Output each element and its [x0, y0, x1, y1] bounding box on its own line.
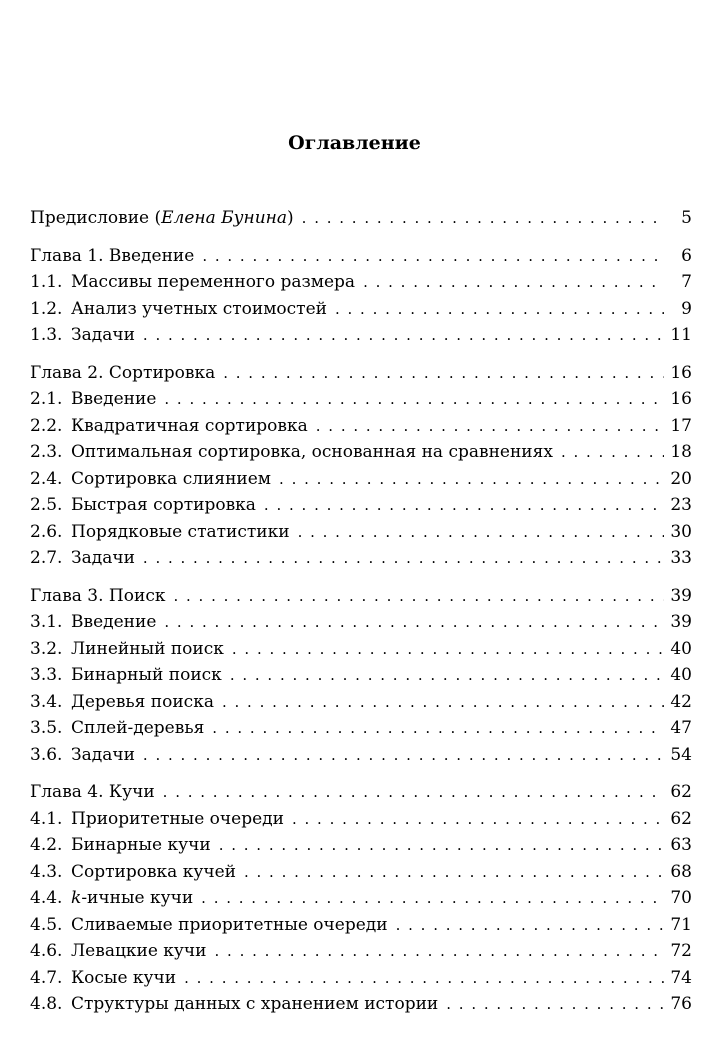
- toc-entry-title: Глава 2. Сортировка: [30, 362, 216, 383]
- chapter-group: [30, 779, 692, 1018]
- section-number: 4.2.: [30, 835, 63, 855]
- leader-dots: [215, 938, 664, 965]
- toc-entry-title: Задачи: [71, 548, 135, 568]
- toc-entry-title: Сплей-деревья: [71, 718, 205, 738]
- preface-title: Предисловие: [30, 208, 150, 228]
- leader-dots: [230, 662, 664, 689]
- leader-dots: [292, 806, 664, 833]
- toc-entry-page: 16: [670, 362, 692, 383]
- toc-entry-title: Порядковые статистики: [71, 521, 290, 542]
- toc-entry-title: Левацкие кучи: [71, 941, 207, 961]
- toc-entry-title: Бинарные кучи: [71, 835, 211, 855]
- toc-entry-section[interactable]: [30, 636, 692, 663]
- toc-entry-page: 39: [670, 612, 692, 632]
- toc-entry-chapter[interactable]: [30, 243, 692, 270]
- toc-entry-title: Структуры данных с хранением истории: [71, 994, 439, 1014]
- toc-entry-page: 20: [670, 468, 692, 489]
- toc-entry-section[interactable]: [30, 662, 692, 689]
- section-number: 4.3.: [30, 861, 63, 882]
- toc-entry-page: 5: [681, 208, 692, 228]
- toc-entry-section[interactable]: [30, 492, 692, 519]
- section-number: 4.4.: [30, 888, 63, 908]
- leader-dots: [163, 779, 664, 806]
- toc-entry-page: 47: [670, 718, 692, 738]
- leader-dots: [302, 205, 664, 232]
- leader-dots: [219, 832, 664, 859]
- toc-entry-section[interactable]: [30, 322, 692, 349]
- toc-entry-page: 54: [670, 744, 692, 765]
- toc-entry-chapter[interactable]: [30, 360, 692, 387]
- toc-entry-title: Глава 3. Поиск: [30, 585, 166, 606]
- toc-entry-section[interactable]: [30, 439, 692, 466]
- chapter-list: [30, 243, 692, 1018]
- toc-entry-title: Задачи: [71, 325, 135, 345]
- toc-entry-page: 63: [670, 835, 692, 855]
- chapter-group: [30, 360, 692, 572]
- toc-entry-title: Введение: [71, 612, 157, 632]
- toc-entry-page: 23: [670, 495, 692, 515]
- toc-entry-section[interactable]: [30, 742, 692, 769]
- section-number: 4.1.: [30, 808, 63, 829]
- leader-dots: [298, 519, 664, 546]
- toc-entry-section[interactable]: [30, 938, 692, 965]
- leader-dots: [202, 243, 664, 270]
- toc-entry-title: Массивы переменного размера: [71, 272, 356, 292]
- section-number: 2.7.: [30, 548, 63, 568]
- toc-entry-section[interactable]: [30, 991, 692, 1018]
- leader-dots: [223, 360, 664, 387]
- toc-entry-page: 7: [681, 272, 692, 292]
- chapter-group: [30, 583, 692, 769]
- toc-entry-section[interactable]: [30, 519, 692, 546]
- section-number: 4.5.: [30, 914, 63, 935]
- toc-entry-page: 74: [670, 967, 692, 988]
- leader-dots: [201, 885, 664, 912]
- toc-entry-page: 18: [670, 442, 692, 462]
- toc-entry-title: Сливаемые приоритетные очереди: [71, 914, 388, 935]
- section-number: 2.3.: [30, 442, 63, 462]
- toc-entry-title: Введение: [71, 389, 157, 409]
- toc-entry-preface[interactable]: [30, 205, 692, 232]
- leader-dots: [335, 296, 664, 323]
- section-number: 2.5.: [30, 495, 63, 515]
- toc-entry-title: Предисловие (Елена Бунина): [30, 208, 294, 228]
- leader-dots: [363, 269, 664, 296]
- toc-entry-title: Оптимальная сортировка, основанная на сравнениях: [71, 442, 553, 462]
- table-of-contents: [30, 205, 692, 1029]
- toc-entry-chapter[interactable]: [30, 583, 692, 610]
- section-number: 1.2.: [30, 298, 63, 319]
- toc-entry-title: Линейный поиск: [71, 638, 224, 659]
- leader-dots: [396, 912, 664, 939]
- toc-entry-page: 39: [670, 585, 692, 606]
- toc-entry-title: Анализ учетных стоимостей: [71, 298, 327, 319]
- toc-entry-title: Деревья поиска: [71, 691, 214, 712]
- toc-entry-title: Сортировка слиянием: [71, 468, 272, 489]
- preface-group: [30, 205, 692, 232]
- section-number: 1.3.: [30, 325, 63, 345]
- toc-entry-page: 6: [681, 245, 692, 266]
- toc-entry-title: Приоритетные очереди: [71, 808, 284, 829]
- toc-entry-title: Быстрая сортировка: [71, 495, 256, 515]
- toc-entry-title: Глава 1. Введение: [30, 245, 195, 266]
- toc-entry-page: 11: [670, 325, 692, 345]
- toc-entry-page: 62: [670, 808, 692, 829]
- section-number: 3.5.: [30, 718, 63, 738]
- section-number: 4.8.: [30, 994, 63, 1014]
- toc-entry-page: 76: [670, 994, 692, 1014]
- section-number: 2.6.: [30, 521, 63, 542]
- leader-dots: [143, 545, 664, 572]
- section-number: 4.7.: [30, 967, 63, 988]
- toc-entry-section[interactable]: [30, 806, 692, 833]
- leader-dots: [212, 715, 664, 742]
- toc-entry-page: 33: [670, 548, 692, 568]
- toc-entry-section[interactable]: [30, 912, 692, 939]
- section-number: 2.4.: [30, 468, 63, 489]
- leader-dots: [446, 991, 664, 1018]
- toc-entry-page: 68: [670, 861, 692, 882]
- toc-entry-page: 17: [670, 415, 692, 436]
- toc-entry-title: Сортировка кучей: [71, 861, 236, 882]
- toc-entry-section[interactable]: [30, 296, 692, 323]
- toc-entry-section[interactable]: [30, 545, 692, 572]
- toc-entry-page: 30: [670, 521, 692, 542]
- toc-entry-title: Глава 4. Кучи: [30, 782, 155, 802]
- toc-entry-page: 62: [670, 782, 692, 802]
- leader-dots: [244, 859, 664, 886]
- section-number: 1.1.: [30, 272, 63, 292]
- page-title: Оглавление: [288, 132, 421, 154]
- toc-entry-section[interactable]: [30, 715, 692, 742]
- section-number: 3.6.: [30, 744, 63, 765]
- toc-entry-section[interactable]: [30, 832, 692, 859]
- toc-entry-chapter[interactable]: [30, 779, 692, 806]
- leader-dots: [173, 583, 664, 610]
- toc-entry-section[interactable]: [30, 386, 692, 413]
- toc-entry-section[interactable]: [30, 885, 692, 912]
- toc-entry-section[interactable]: [30, 859, 692, 886]
- toc-entry-page: 42: [670, 691, 692, 712]
- leader-dots: [143, 322, 664, 349]
- leader-dots: [143, 742, 664, 769]
- section-number: 3.4.: [30, 691, 63, 712]
- toc-entry-page: 16: [670, 389, 692, 409]
- toc-entry-page: 71: [670, 914, 692, 935]
- toc-entry-title: Косые кучи: [71, 967, 177, 988]
- toc-entry-title: k-ичные кучи: [71, 888, 194, 908]
- leader-dots: [561, 439, 664, 466]
- toc-entry-title: Квадратичная сортировка: [71, 415, 308, 436]
- toc-entry-section[interactable]: [30, 269, 692, 296]
- section-number: 3.2.: [30, 638, 63, 659]
- toc-entry-page: 72: [670, 941, 692, 961]
- preface-author: Елена Бунина: [161, 208, 288, 228]
- leader-dots: [164, 386, 664, 413]
- toc-entry-section[interactable]: [30, 965, 692, 992]
- section-number: 3.3.: [30, 665, 63, 685]
- toc-entry-title: Задачи: [71, 744, 135, 765]
- toc-entry-title: Бинарный поиск: [71, 665, 222, 685]
- chapter-group: [30, 243, 692, 349]
- leader-dots: [164, 609, 664, 636]
- leader-dots: [279, 466, 664, 493]
- section-number: 3.1.: [30, 612, 63, 632]
- toc-entry-page: 40: [670, 638, 692, 659]
- toc-entry-page: 9: [681, 298, 692, 319]
- toc-entry-section[interactable]: [30, 466, 692, 493]
- leader-dots: [184, 965, 664, 992]
- toc-entry-section[interactable]: [30, 413, 692, 440]
- leader-dots: [232, 636, 664, 663]
- section-number: 2.1.: [30, 389, 63, 409]
- toc-entry-section[interactable]: [30, 609, 692, 636]
- toc-entry-section[interactable]: [30, 689, 692, 716]
- leader-dots: [264, 492, 664, 519]
- toc-entry-page: 70: [670, 888, 692, 908]
- leader-dots: [316, 413, 664, 440]
- section-number: 2.2.: [30, 415, 63, 436]
- leader-dots: [222, 689, 664, 716]
- toc-entry-page: 40: [670, 665, 692, 685]
- section-number: 4.6.: [30, 941, 63, 961]
